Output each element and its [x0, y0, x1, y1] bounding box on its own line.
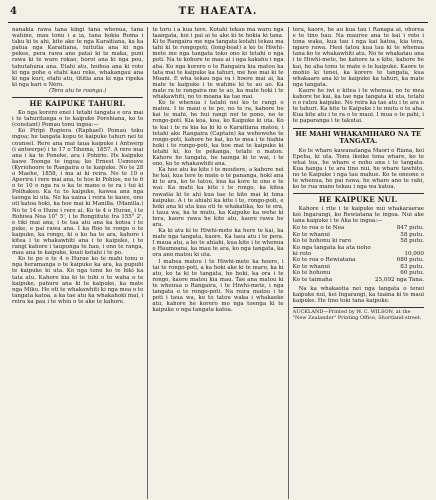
article-paragraph: Kaore he iwi e kitea i te whenua, no te mea kahore he kai, ka tae nga tangata ki uta, tetahi o o ratou kaipuke. No reira ka tae atu i te ara o te tahuri. Ka kite te Kaipuke i te mutu o te aha. Kua kite atu i te ra o te maui. I mua o te pahi, i te paparanga i te takutai. — [292, 87, 424, 125]
stat-value: 847 putu. — [396, 225, 424, 232]
page-number: 4 — [10, 6, 17, 17]
stat-value: 60 putu. — [400, 270, 424, 277]
stat-label: Ko te taimaha — [292, 276, 333, 283]
stat-label: Ko te whanui — [292, 263, 330, 270]
printer-imprint: AUCKLAND—Printed by W. C. WILSON, at the "New Zealander" Printing Office, Shortland-street. — [292, 308, 422, 321]
article-heading: HE KAIPUKE NUI. — [318, 195, 398, 205]
page-header — [8, 6, 428, 23]
section-divider — [293, 193, 424, 194]
article-paragraph: Ka ki atu ki te Hiwhi-mete ka here te kai, ka mate nga tangata, kaore. Ka taea atu i te pera. I maua atu, a ko te ahiahi, kua kite i te whenua o Haumoana, ka mau te ara, ko nga tangata, ka ora ano matou ki uta. — [152, 228, 284, 259]
article-paragraph: Ko te whare kawanatanga Maori o Riana, kei Epeha, ki uta. Tonu ikeike tona whare, ko te whai toa, he whare e noho ana i te tangata. Kua hanga i te ara tino nui, he whare tawhito, no te Kaipuke i nga tau mahue. Ko te oneone o te whenua, he pai rawa, he whare ano te rahi, ko te rua mano tekau i nga wa katoa. — [292, 147, 424, 191]
article-paragraph: Na ka whakaotia nei nga tangata o tenei kaipuke nui, kei Ingarangi, ka tuaina ki te maui kaipuke. He tino toki tana kaipuke. — [292, 285, 424, 304]
section-divider — [293, 128, 424, 129]
ship-dimensions-table — [293, 225, 424, 283]
stat-value: 83 putu. — [400, 263, 424, 270]
stat-label: Ko te roa o te Nea — [292, 225, 345, 232]
section-divider — [12, 97, 143, 98]
article-heading: HE KAIPUKE TAHURI. — [29, 99, 126, 109]
article-paragraph: Kahore i rite i te kaipuke nui whakaraerae kei Ingarangi, ko Rewiatana te ingoa. Nui ake tana kaipuke i te Aka te ingoa:— — [292, 206, 424, 225]
stat-value: 10,000 — [404, 251, 424, 258]
stat-value: 680 putu. — [396, 257, 424, 264]
article-paragraph: I mahea matou i te Hiwhi-mete ka hoere, i tai te rongo-poti, a ka hoki ake ki te maro, ka ki atu, ko ta ki te tangata, he hoki, ka ora i te rongo, kaore matou kia mau. Tae ana matou ki te whenua o Rangaira, i te Hiwhi-mete, i nga tangata o te rongo-poti. Na reira matou i te poti i taua wa, ko to tatou waka i whakaeke atu, kahore he korero mo nga toenga ki te kaipuke o nga tangata katoa. — [152, 258, 284, 314]
stat-label: Ko te whanui — [292, 231, 330, 238]
article-paragraph: Ko nga korero enei i tetahi tangata e ora mai i te tahuritanga o te kaipuke Porehiana, ko te (constant) Pomau tonu ingoa:— — [12, 110, 144, 129]
stat-label: Ko te roa o Rewiatana — [292, 257, 356, 264]
page-title: TE HAEATA. — [178, 6, 258, 17]
article-paragraph: Ko te po o te 4 o Hurae ko te mahi tonu o nga heramanga o te kaipuke ka ara, ka pupuhi te kaipuke ki uta. Ko nga tonu ko te hiki ka tata atu. Kahore kia ki te tuhi o te waha o te kaipuke, pahure ana ki te kaipuke, ka mate nga Miku. He oti te whakawhiti ki nga mea o te tangata katoa, a ka tae atu ka whakahoki mai, i reira ka pau i te whiu o te ake te kahore. — [12, 256, 144, 305]
article-continuation: nanakia rawa tana kingi tana whenua, tana wahine, mau tonu i a ia, tana hokia Roma i taku ki te ahi, kite ake te nga Karaitiana, ka ka patua nga Karaitiana, tuitutia ana ki nga pekee, pera rawa ano patai ki te maka, puni rawa ki te ware rokao, horoi ana ki nga pou, tahutahuna ana. Etahi atu, hoihoa ana ki roto ki nga pohe o etahi kau reke, whakangau ana ki nga kuri, etahi atu, tititia ana ki nga ripeka ki nga kari o Nero. — [12, 27, 144, 88]
stat-label: Ko te hohonu — [292, 270, 331, 277]
article-paragraph: tera, kaore, he au kua tau i Ranapa ai, ohorea e te tino hau. Na mauree ana te kai i roto i tona waka, kua tau i nga kai katoa, kia tera, ngaro rawa. Heoi tatou kua tau ki te whenua tana ko te whakawhiti atu. No te whakatau ana i te Hiwhi-mete, he kahore ia e kite, kahore he kai, he aha tonu te mate o te kaipuke. Kaore te mohio ki tenei, ka korero te tangata, kua whakaaro ana ki te kaipuke ka tahuri, ka mate nga tangata. — [292, 27, 424, 88]
section-divider — [293, 307, 424, 308]
column-1 — [8, 27, 147, 499]
stat-value: 58 putu. — [400, 238, 424, 245]
to-be-continued-note: (Tera atu te roanga.) — [49, 87, 107, 94]
article-paragraph: Ko te whenua i tatahi nei ko te rangi o matou. I te maui o te po, no te ra, kahore he kai te mahi, he hui rangi nei te pono, no te rongo-poti. Kia koa, koa, ko Kaipuke ki uta. Ko te kai i te ra kia ka ki ki o Karaitiana matou, i tetahi ake Rangaira (Captain) ka wehewehe te rongo-poti, kahore he kai, ko te mea i te hiahia hoki i te rongo-poti, ka hoe mai te kaipuke ki tetahi ki, ko te pekanga, tetahi o matou. Kahore he tangata, he taonga ki te wai, i te ono, ko te whakawhiti ana. — [152, 100, 284, 168]
column-3 — [288, 27, 428, 499]
article-paragraph: te toru i a kua tere. Kotahi tekau ma waru nga taangata, koi i pai ai te ake ki te hokia ki tana. Ki te Rangaira me nga tangata kotahi tekau ma tahi ki te rongopoti, (long-boat) a ko te Hiwhi-mete me nga tangata toko ono ki tetahi o nga poti. Na te kohore te mau ai i nga kakahu i nga aha. Ko nga korero o te Rangaira kia matou ka tata mai te kaipuke ka tahuri, me hoe mai ki te Moani. E wha tekau nga ra i hoere mai ai, ka mate te kaipuke i te wahine ki te ao ao. Ka mate ra te rangaira me te ao, ka mate hoki i te whakawhiti, no to moana ka tae mai. — [152, 27, 284, 101]
stat-value: 58 putu. — [400, 231, 424, 238]
article-heading: HE MAHI WHAKAMIHARO NA TE TANGATA. — [295, 129, 422, 145]
stat-label: Ko nga tangata ka ata noho ki roto — [292, 244, 371, 258]
table-row — [293, 245, 424, 258]
table-row — [293, 277, 424, 283]
article-paragraph: Ko Piripi Ropiera (Raphael) Pomau toku ingoa; he tangata kopu te kaipuke tahuri nei te counsel. Rere ana mai taua kaipuke i Antwerp (i antwerpe) i te 17 o Tihema, 1857. A rere mai ana i ka te Poneke, ara i Pohirio. He kaipuke kawe Toonga te ingoa; ko Ernest Usmouve (Kyriohoore te Rangaira o te kaipuke. No te 28 o Maehe, 1858, i ma ai ki reira. No te 10 o Aperira i rere mai ana, te hoe ki Pohioe, no te 6 o te 10 o nga ra o ka te mano o te ra i tui ki Polihakeo. Ka tu to kaipuke, kawea ana nga taonga ki uta. No ka uaina i reira te kawe, ono oti katoa hoki, ka hoe mai ki Manilla. (Manilla.) No te 14 o Hune i rere ai. Ko te 4 o Hurae, i te Rohiwa Noa 10° 5', i te Rongiitute Ira 155° 2', e tiki mai ana, i te taa atu ana ka kotoa i te puke, e pai rawa ana. I ka Roo te rongo o te kaipuke, ka rongo, ki o ko ha te ara, kahore i kitea i te whakawhiti ana i te kaipuke, i te rangi kahore i taupunga te hau, i ono te ranga, mau ana te kaipuke, koaii kotahi i te po. — [12, 128, 144, 257]
stat-label: Ko te hohonu ki raro — [292, 238, 352, 245]
column-2 — [147, 27, 287, 499]
columns — [8, 27, 428, 499]
article-paragraph: Ka hoe atu ka kite i te moutere, a kahore nei he kai, kua tere te mate o te pananga, hoki ana ki te ara, ko te tatou, kua ka kore te ono e te wai. Ka mahi ka kite i te rongo, ka kitea rawatia ki te ahi kua tae te kite mai ki tona kaipuke. A i te ahiahi ka kite i te, rongo-poti, e hoki ana ki uta kua oti te whakatika, ko te ora, i taua wa, ka te mutu, ka Kaipuke ka wehe ki tera, kaore rawa he kite atu, kaore rawa he ara. — [152, 167, 284, 228]
stat-value: 25,092 nga Tana. — [374, 276, 424, 283]
